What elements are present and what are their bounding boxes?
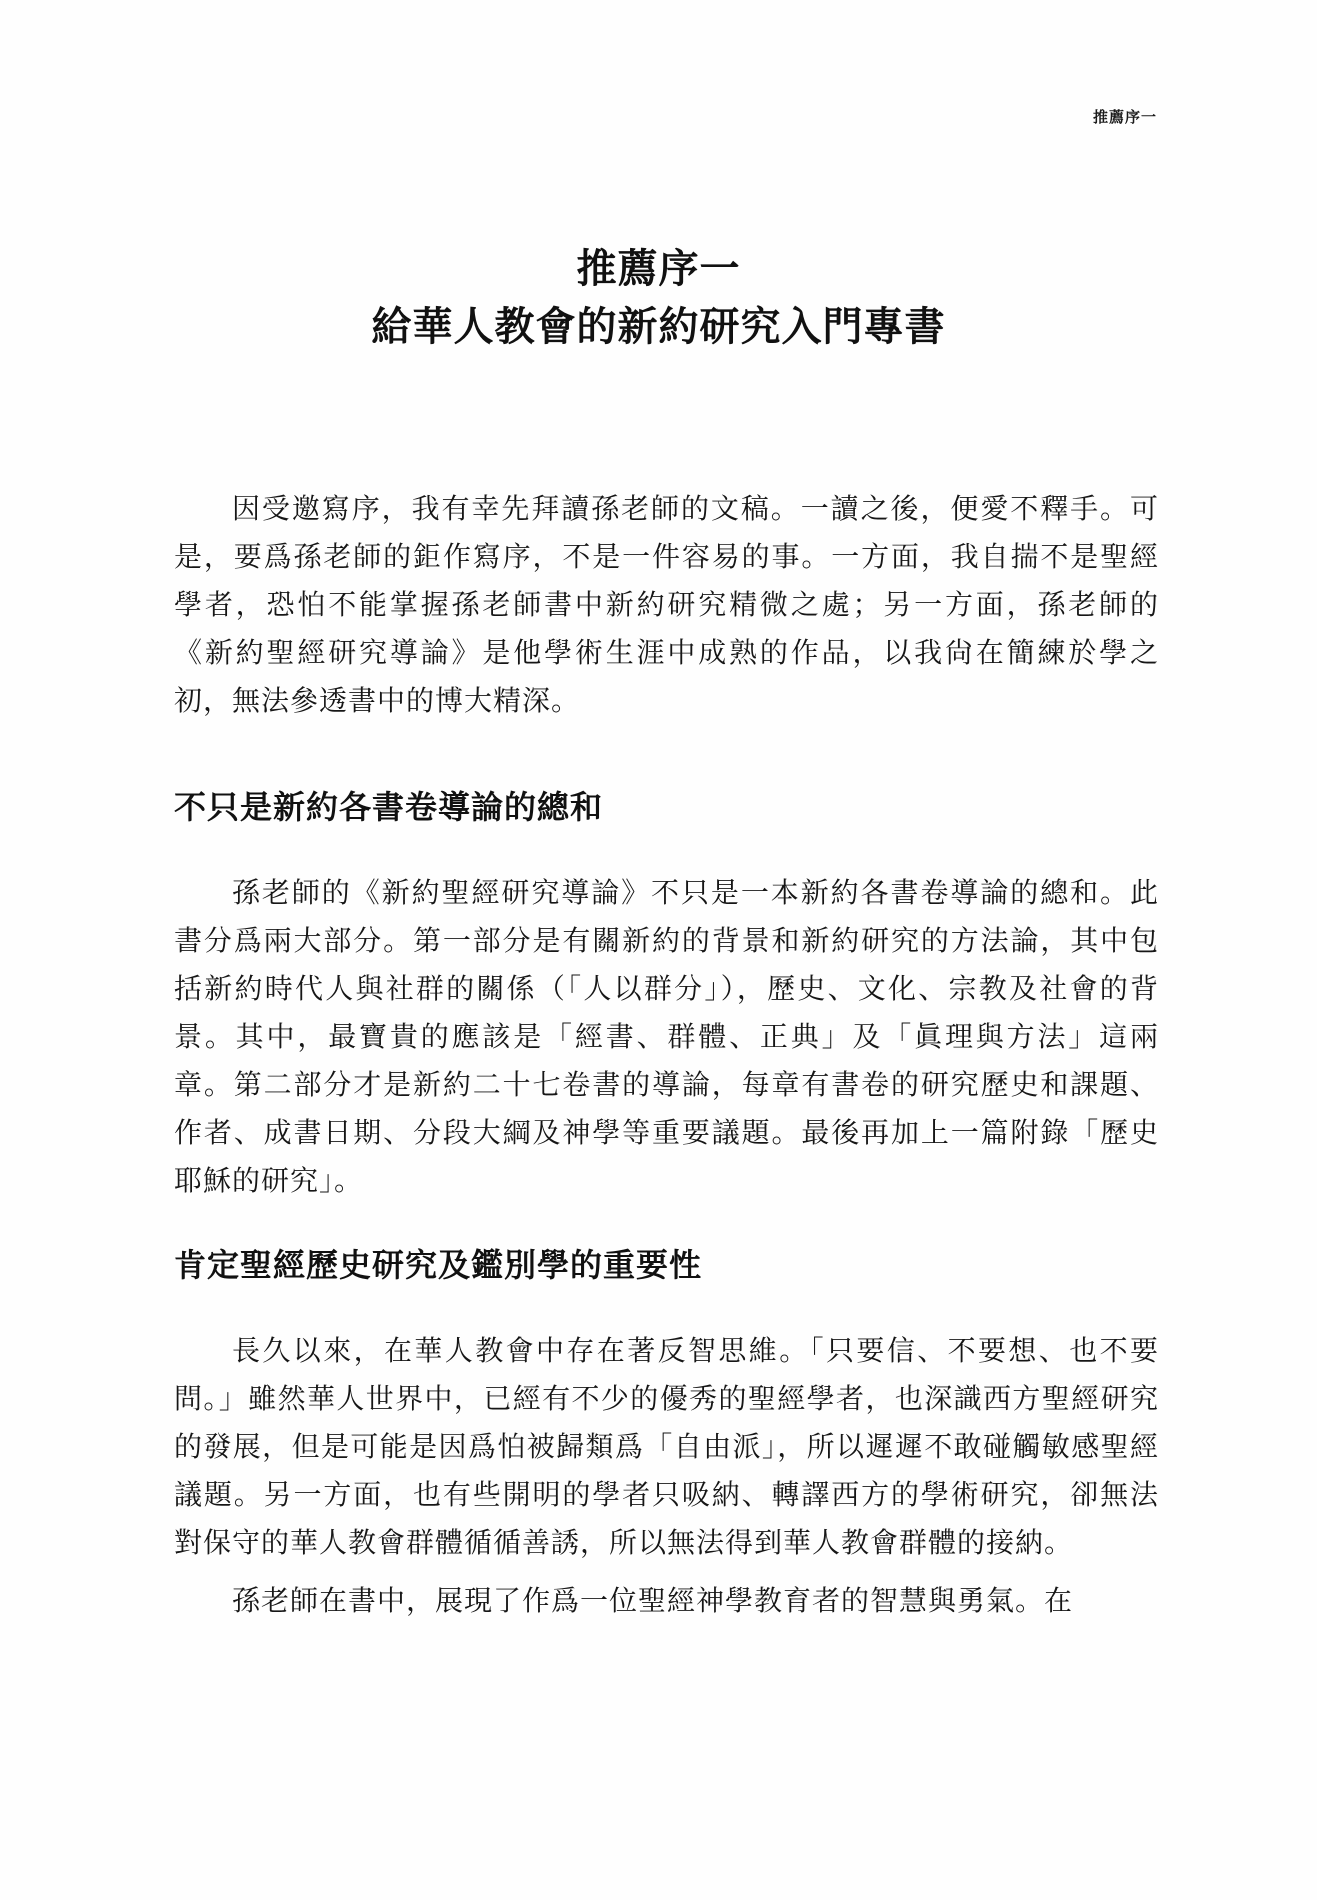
body-text bbox=[174, 485, 1159, 1625]
intro-paragraph: 因受邀寫序，我有幸先拜讀孫老師的文稿。一讀之後，便愛不釋手。可是，要爲孫老師的鉅作寫序，不是一件容易的事。一方面，我自揣不是聖經學者，恐怕不能掌握孫老師書中新約研究精微之處；另一方面，孫老師的《新約聖經研究導論》是他學術生涯中成熟的作品，以我尙在簡練於學之初，無法參透書中的博大精深。 bbox=[174, 492, 1159, 717]
section2-paragraph-1: 長久以來，在華人教會中存在著反智思維。「只要信、不要想、也不要問。」雖然華人世界中，已經有不少的優秀的聖經學者，也深識西方聖經研究的發展，但是可能是因爲怕被歸類爲「自由派」，所以遲遲不敢碰觸敏感聖經議題。另一方面，也有些開明的學者只吸納、轉譯西方的學術研究，卻無法對保守的華人教會群體循循善誘，所以無法得到華人教會群體的接納。 bbox=[174, 1334, 1159, 1559]
section-heading-2: 肯定聖經歷史研究及鑑別學的重要性 bbox=[174, 1246, 703, 1284]
running-header: 推薦序一 bbox=[1092, 108, 1157, 126]
chapter-title bbox=[0, 240, 1317, 356]
section-heading-1: 不只是新約各書卷導論的總和 bbox=[174, 788, 604, 826]
section2-paragraph-2: 孫老師在書中，展現了作爲一位聖經神學教育者的智慧與勇氣。在 bbox=[232, 1584, 1074, 1617]
chapter-title-line-2: 給華人教會的新約研究入門專書 bbox=[371, 303, 946, 350]
chapter-title-line-1: 推薦序一 bbox=[576, 245, 741, 292]
section1-paragraph: 孫老師的《新約聖經研究導論》不只是一本新約各書卷導論的總和。此書分爲兩大部分。第一部分是有關新約的背景和新約研究的方法論，其中包括新約時代人與社群的關係（「人以群分」），歷史、文化、宗教及社會的背景。其中，最寶貴的應該是「經書、群體、正典」及「眞理與方法」這兩章。第二部分才是新約二十七卷書的導論，每章有書卷的研究歷史和課題、作者、成書日期、分段大綱及神學等重要議題。最後再加上一篇附錄「歷史耶穌的研究」。 bbox=[174, 876, 1159, 1197]
